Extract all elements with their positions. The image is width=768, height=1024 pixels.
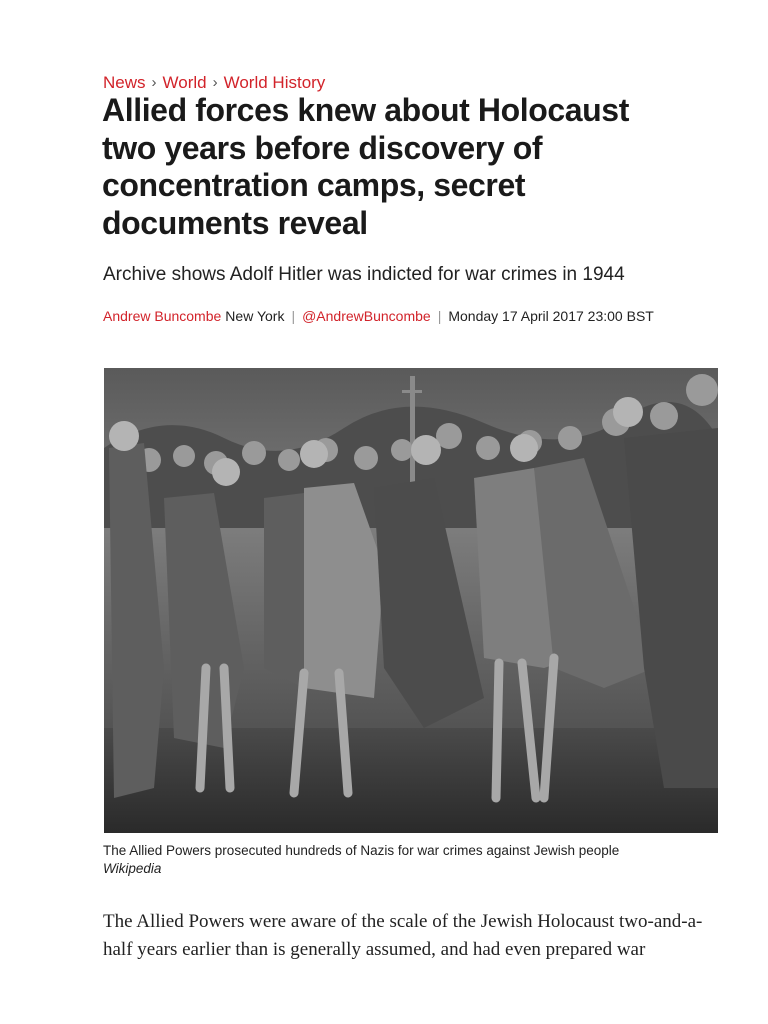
twitter-handle-link[interactable]: @AndrewBuncombe [302, 308, 431, 324]
byline-divider: | [291, 308, 296, 324]
photo-credit: Wikipedia [103, 861, 162, 876]
breadcrumb-separator: › [151, 74, 157, 91]
breadcrumb-link-news[interactable]: News [103, 73, 146, 92]
article-subheadline: Archive shows Adolf Hitler was indicted for war crimes in 1944 [103, 264, 625, 285]
author-link[interactable]: Andrew Buncombe [103, 308, 222, 324]
breadcrumb-separator: › [212, 74, 218, 91]
article-photo [104, 368, 718, 833]
breadcrumb [103, 72, 325, 94]
photo-caption [103, 842, 723, 878]
publish-date: Monday 17 April 2017 23:00 BST [448, 308, 654, 324]
article-headline: Allied forces knew about Holocaust two years before discovery of concentration camps, secret documents reveal [102, 92, 629, 241]
article-body-paragraph: The Allied Powers were aware of the scale of the Jewish Holocaust two-and-a-half years earlier than is generally assumed, and had even prepared war [103, 911, 703, 960]
byline-divider: | [437, 308, 442, 324]
breadcrumb-link-world-history[interactable]: World History [223, 73, 326, 92]
photo-illustration [104, 368, 718, 833]
breadcrumb-link-world[interactable]: World [162, 73, 207, 92]
caption-text: The Allied Powers prosecuted hundreds of Nazis for war crimes against Jewish people [103, 843, 620, 858]
byline [103, 306, 654, 326]
byline-location: New York [225, 308, 285, 324]
